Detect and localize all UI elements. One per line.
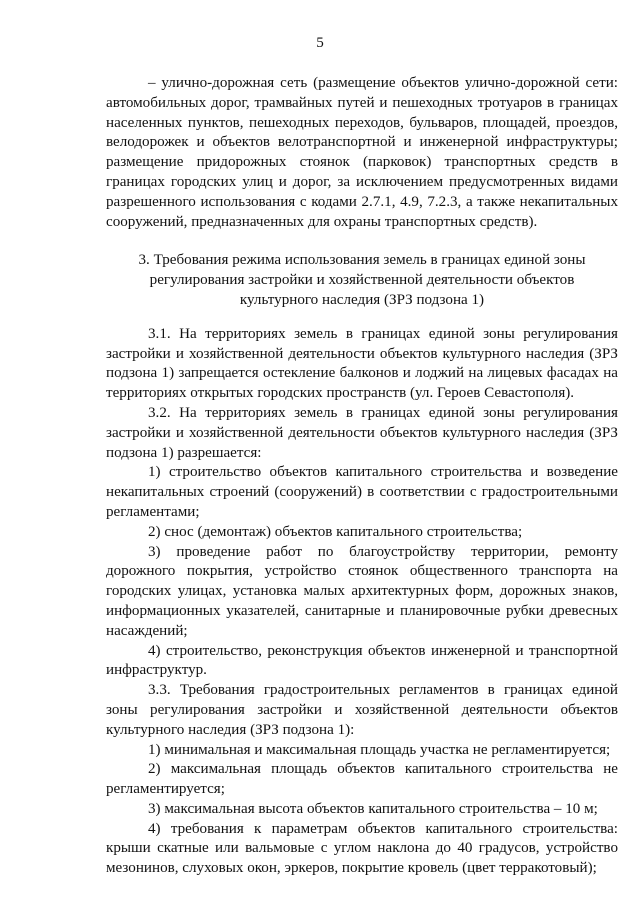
list-item-3-3-3: 3) максимальная высота объектов капитального строительства – 10 м; [148, 800, 598, 817]
paragraph-3-2: 3.2. На территориях земель в границах единой зоны регулирования застройки и хозяйственной деятельности объектов культурного наследия (ЗРЗ подзона 1) разрешается: [106, 404, 618, 461]
paragraph-3-1: 3.1. На территориях земель в границах единой зоны регулирования застройки и хозяйственной деятельности объектов культурного наследия (ЗРЗ подзона 1) запрещается остекление балконов и лоджий на лицевых фасадах на территориях открытых городских пространств (ул. Героев Севастополя). [106, 325, 618, 402]
section-heading-3: 3. Требования режима использования земель в границах единой зоны регулирования застройки и хозяйственной деятельности объектов культурного наследия (ЗРЗ подзона 1) [138, 252, 586, 308]
list-item-3-3-1: 1) минимальная и максимальная площадь участка не регламентируется; [148, 741, 611, 758]
list-item-3-2-3: 3) проведение работ по благоустройству территории, ремонту дорожного покрытия, устройство стоянок общественного транспорта на городских улицах, установка малых архитектурных форм, дорожных знаков, информационных указателей, санитарные и планировочные рубки древесных насаждений; [106, 543, 618, 639]
list-item-3-3-2: 2) максимальная площадь объектов капитального строительства не регламентируется; [106, 761, 618, 798]
list-item-3-2-2: 2) снос (демонтаж) объектов капитального строительства; [148, 523, 523, 540]
list-item-3-2-1: 1) строительство объектов капитального строительства и возведение некапитальных строений (сооружений) в соответствии с градостроительными регламентами; [106, 464, 618, 520]
document-body [106, 74, 618, 879]
list-item-3-2-4: 4) строительство, реконструкция объектов инженерной и транспортной инфраструктур. [106, 642, 618, 679]
list-item-3-3-4: 4) требования к параметрам объектов капитального строительства: крыши скатные или вальмовые с углом наклона до 40 градусов, устройство мезонинов, слуховых окон, эркеров, покрытие кровель (цвет терракотовый); [106, 820, 618, 877]
paragraph-3-3: 3.3. Требования градостроительных регламентов в границах единой зоны регулирования застройки и хозяйственной деятельности объектов культурного наследия (ЗРЗ подзона 1): [106, 682, 618, 738]
page-number: 5 [316, 35, 324, 51]
paragraph-street-network: – улично-дорожная сеть (размещение объектов улично-дорожной сети: автомобильных дорог, трамвайных путей и пешеходных тротуаров в границах населенных пунктов, пешеходных переходов, бульваров, площадей, проездов, велодорожек и объектов велотранспортной и инженерной инфраструктуры; размещение придорожных стоянок (парковок) транспортных средств в границах городских улиц и дорог, за исключением предусмотренных видами разрешенного использования с кодами 2.7.1, 4.9, 7.2.3, а также некапитальных сооружений, предназначенных для охраны транспортных средств). [106, 75, 618, 230]
